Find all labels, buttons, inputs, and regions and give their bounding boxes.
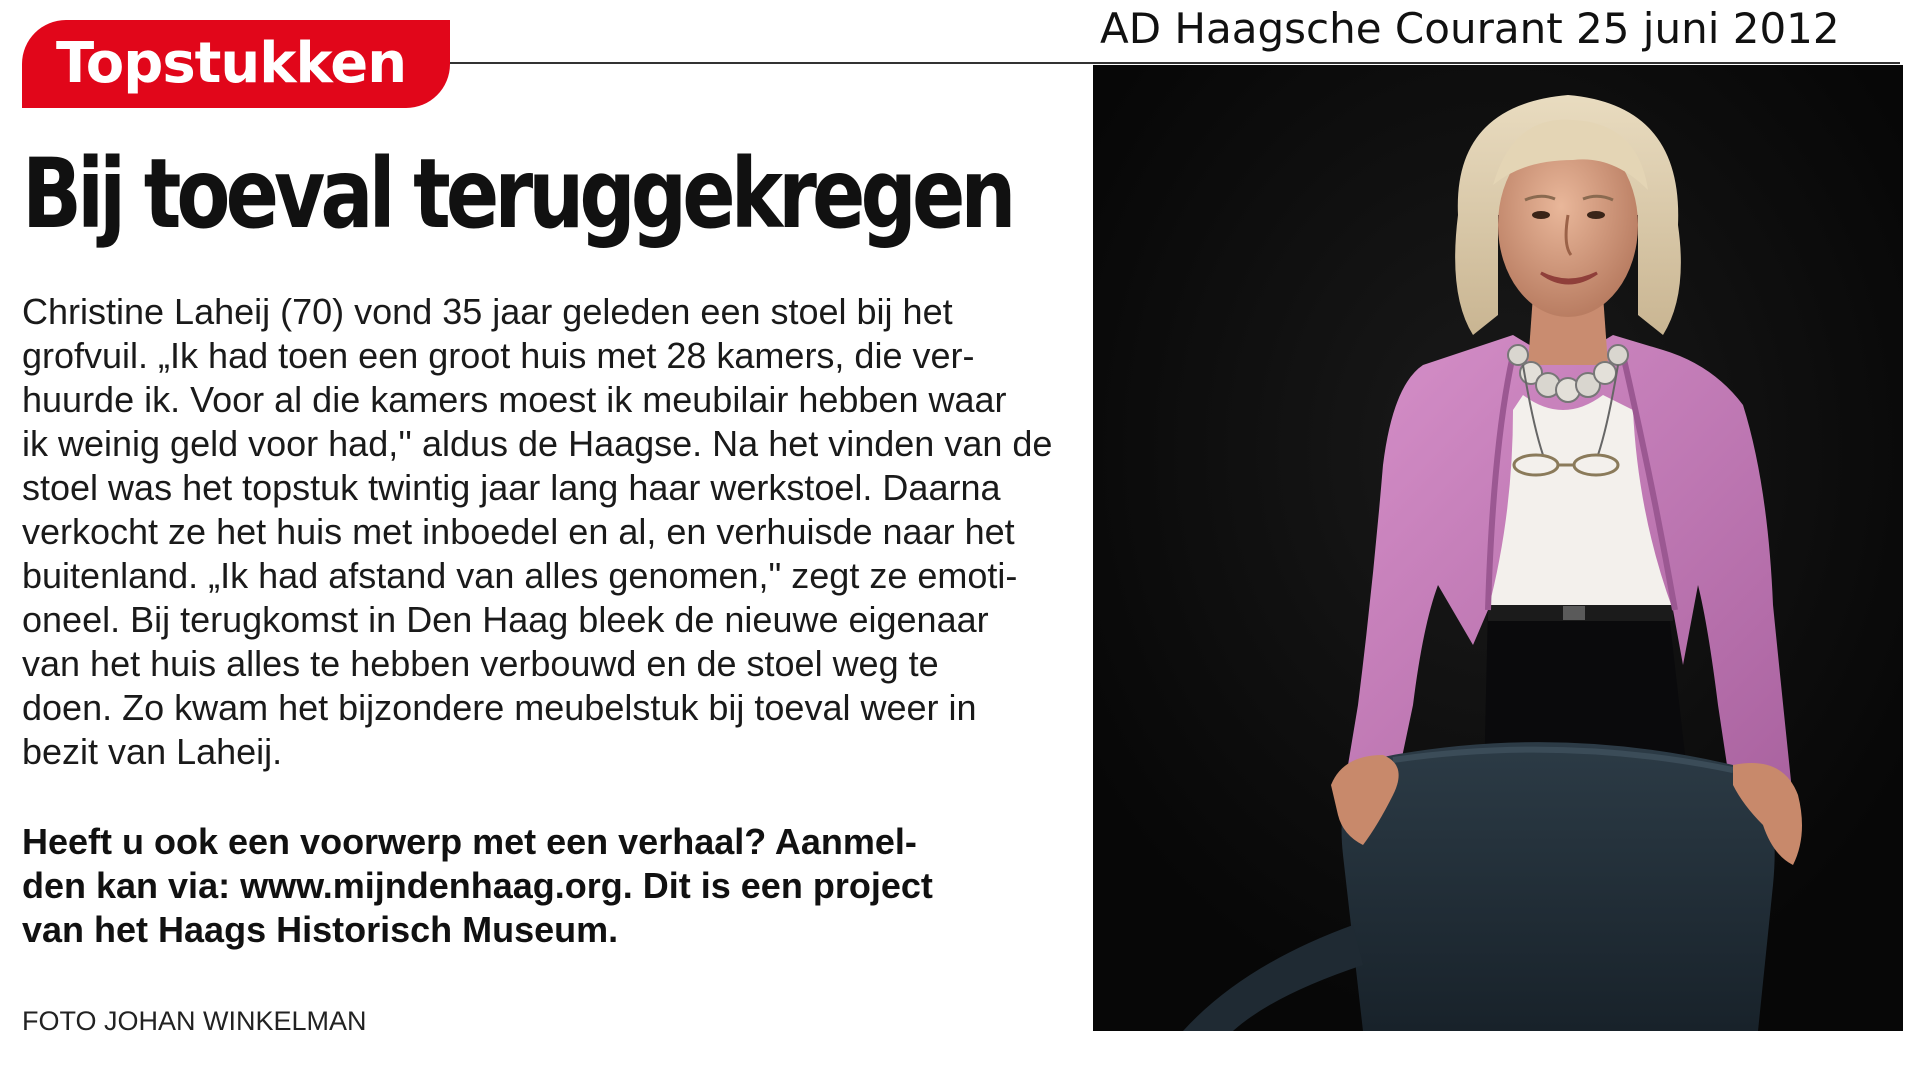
photo-credit: FOTO JOHAN WINKELMAN <box>22 1006 367 1036</box>
right-eye <box>1587 211 1605 219</box>
header-rule <box>440 62 1900 64</box>
section-label: Topstukken <box>56 31 407 96</box>
body-line: grofvuil. „Ik had toen een groot huis met 28 kamers, die ver- <box>22 335 975 376</box>
body-line: van het huis alles te hebben verbouwd en de stoel weg te <box>22 643 939 684</box>
body-line: bezit van Laheij. <box>22 731 283 772</box>
body-line: stoel was het topstuk twintig jaar lang haar werkstoel. Daarna <box>22 467 1001 508</box>
callout-line: Heeft u ook een voorwerp met een verhaal? Aanmel- <box>22 821 917 862</box>
portrait-photo <box>1093 65 1903 1031</box>
body-line: verkocht ze het huis met inboedel en al, en verhuisde naar het <box>22 511 1015 552</box>
body-line: Christine Laheij (70) vond 35 jaar geleden een stoel bij het <box>22 291 953 332</box>
section-label-tab <box>22 20 450 108</box>
portrait-illustration <box>1093 65 1903 1031</box>
article-headline: Bij toeval teruggekregen <box>22 138 1012 250</box>
callout-line: van het Haags Historisch Museum. <box>22 909 619 950</box>
chair-back <box>1342 742 1775 1031</box>
belt-buckle <box>1563 606 1585 620</box>
left-eye <box>1532 211 1550 219</box>
body-line: huurde ik. Voor al die kamers moest ik meubilair hebben waar <box>22 379 1007 420</box>
callout-line: den kan via: www.mijndenhaag.org. Dit is een project <box>22 865 933 906</box>
article-body <box>22 290 1082 774</box>
body-line: buitenland. „Ik had afstand van alles genomen," zegt ze emoti- <box>22 555 1018 596</box>
call-to-action <box>22 820 1082 952</box>
body-line: oneel. Bij terugkomst in Den Haag bleek de nieuwe eigenaar <box>22 599 989 640</box>
body-line: ik weinig geld voor had,'' aldus de Haagse. Na het vinden van de <box>22 423 1053 464</box>
body-line: doen. Zo kwam het bijzondere meubelstuk bij toeval weer in <box>22 687 977 728</box>
newspaper-masthead: AD Haagsche Courant 25 juni 2012 <box>1100 4 1840 53</box>
